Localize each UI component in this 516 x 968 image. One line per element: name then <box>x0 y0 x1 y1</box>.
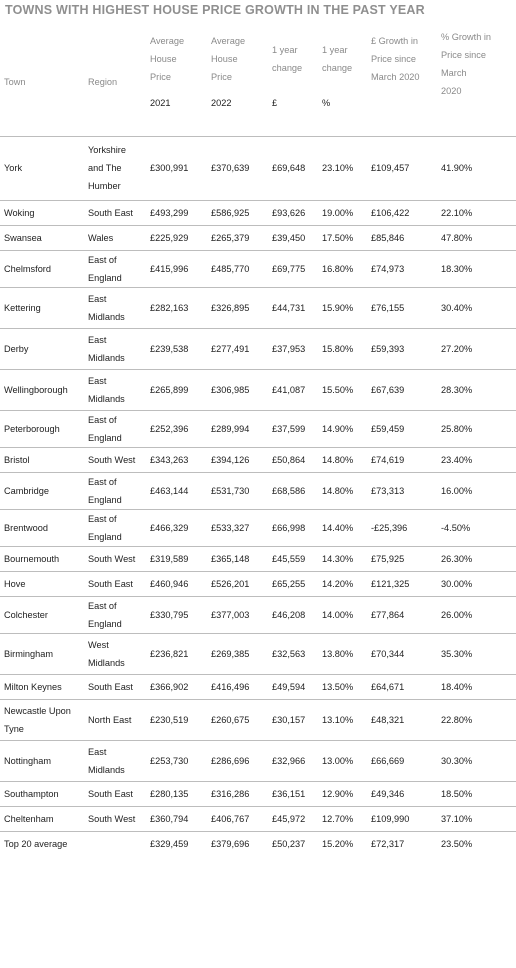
cell-change-gbp: £93,626 <box>268 200 318 225</box>
cell-region <box>84 136 146 200</box>
cell-growth-pct: 35.30% <box>437 633 516 674</box>
cell-region-line: East <box>88 746 107 757</box>
cell-region <box>84 699 146 740</box>
cell-price-2021: £280,135 <box>146 781 207 806</box>
cell-region <box>84 546 146 571</box>
cell-price-2022: £370,639 <box>207 136 268 200</box>
cell-growth-pct: 18.40% <box>437 674 516 699</box>
cell-town <box>0 250 84 287</box>
cell-region <box>84 447 146 472</box>
cell-region-line: South West <box>88 454 136 465</box>
cell-growth-pct: 23.40% <box>437 447 516 472</box>
cell-town-line: Southampton <box>4 788 59 799</box>
cell-town-line: Derby <box>4 343 29 354</box>
header-growth-gbp-line: March 2020 <box>371 72 420 82</box>
cell-region <box>84 328 146 369</box>
cell-region-line: Wales <box>88 232 114 243</box>
header-change-gbp-line: 1 year <box>272 45 298 55</box>
cell-change-gbp: £65,255 <box>268 571 318 596</box>
cell-price-2021: £253,730 <box>146 740 207 781</box>
cell-town-line: Wellingborough <box>4 384 68 395</box>
cell-town-line: Tyne <box>4 723 24 734</box>
cell-price-2021: £252,396 <box>146 410 207 447</box>
cell-change-gbp: £45,559 <box>268 546 318 571</box>
cell-growth-gbp: £59,459 <box>367 410 437 447</box>
cell-region-line: and The <box>88 163 122 173</box>
cell-price-2021: £239,538 <box>146 328 207 369</box>
cell-region <box>84 509 146 546</box>
header-change-pct-line: 1 year <box>322 45 348 55</box>
cell-region-line: East of <box>88 600 117 611</box>
cell-region-line: East <box>88 375 107 386</box>
cell-growth-pct: 37.10% <box>437 806 516 831</box>
cell-growth-pct: -4.50% <box>437 509 516 546</box>
cell-price-2022: £394,126 <box>207 447 268 472</box>
table-row <box>0 328 516 369</box>
cell-growth-gbp: £48,321 <box>367 699 437 740</box>
cell-change-pct: 14.00% <box>318 596 367 633</box>
table-row <box>0 740 516 781</box>
cell-town <box>0 136 84 200</box>
cell-region-line: England <box>88 531 122 542</box>
cell-growth-pct: 26.00% <box>437 596 516 633</box>
cell-region-line: England <box>88 618 122 629</box>
table-row <box>0 250 516 287</box>
cell-change-gbp: £46,208 <box>268 596 318 633</box>
cell-price-2022: £377,003 <box>207 596 268 633</box>
cell-price-2022: £269,385 <box>207 633 268 674</box>
cell-price-2021: £343,263 <box>146 447 207 472</box>
cell-growth-gbp: £67,639 <box>367 369 437 410</box>
cell-price-2022: £326,895 <box>207 287 268 328</box>
cell-price-2022: £533,327 <box>207 509 268 546</box>
cell-change-gbp: £69,775 <box>268 250 318 287</box>
cell-town <box>0 781 84 806</box>
cell-growth-pct: 25.80% <box>437 410 516 447</box>
cell-change-pct: 14.20% <box>318 571 367 596</box>
cell-change-pct: 13.10% <box>318 699 367 740</box>
cell-region <box>84 674 146 699</box>
cell-town <box>0 633 84 674</box>
header-avg-2021-line: Average <box>150 36 185 46</box>
cell-region-line: Midlands <box>88 393 125 404</box>
cell-town-line: Hove <box>4 578 26 589</box>
cell-town <box>0 699 84 740</box>
cell-region-line: Midlands <box>88 764 125 775</box>
cell-growth-gbp: £77,864 <box>367 596 437 633</box>
cell-region-line: Midlands <box>88 311 125 322</box>
cell-growth-pct: 26.30% <box>437 546 516 571</box>
cell-town-line: Woking <box>4 207 35 218</box>
header-row <box>0 28 516 136</box>
cell-price-2022: £586,925 <box>207 200 268 225</box>
cell-growth-gbp: £121,325 <box>367 571 437 596</box>
cell-town <box>0 287 84 328</box>
cell-price-2022: £485,770 <box>207 250 268 287</box>
cell-region <box>84 472 146 509</box>
cell-town-line: Cheltenham <box>4 813 54 824</box>
table-row <box>0 781 516 806</box>
cell-change-pct: 14.80% <box>318 472 367 509</box>
cell-region-line: South East <box>88 578 133 589</box>
cell-growth-pct: 28.30% <box>437 369 516 410</box>
table-row <box>0 596 516 633</box>
cell-total-change-gbp: £50,237 <box>272 838 306 849</box>
cell-price-2021: £463,144 <box>146 472 207 509</box>
header-change-pct-line: change <box>322 63 353 73</box>
cell-change-pct: 16.80% <box>318 250 367 287</box>
header-change-gbp-unit: £ <box>272 98 278 108</box>
header-change-gbp <box>268 28 318 136</box>
cell-growth-pct: 18.30% <box>437 250 516 287</box>
cell-growth-gbp: £49,346 <box>367 781 437 806</box>
cell-price-2022: £286,696 <box>207 740 268 781</box>
cell-total-price-2022: £379,696 <box>211 838 250 849</box>
cell-region-line: East of <box>88 513 117 524</box>
cell-price-2022: £416,496 <box>207 674 268 699</box>
cell-region-line: Yorkshire <box>88 145 126 155</box>
cell-change-pct: 14.30% <box>318 546 367 571</box>
cell-region-line: East <box>88 334 107 345</box>
cell-town <box>0 674 84 699</box>
table-row <box>0 472 516 509</box>
cell-growth-gbp: £59,393 <box>367 328 437 369</box>
cell-town <box>0 806 84 831</box>
header-avg-2021 <box>146 28 207 136</box>
cell-region <box>84 571 146 596</box>
cell-change-gbp: £49,594 <box>268 674 318 699</box>
cell-region <box>84 200 146 225</box>
cell-region-line: England <box>88 272 122 283</box>
header-avg-2022-line: Price <box>211 72 232 82</box>
cell-growth-gbp: £106,422 <box>367 200 437 225</box>
cell-price-2021: £366,902 <box>146 674 207 699</box>
cell-price-2022: £406,767 <box>207 806 268 831</box>
cell-total-growth-gbp: £72,317 <box>371 838 405 849</box>
cell-change-pct: 23.10% <box>318 136 367 200</box>
table-row <box>0 136 516 200</box>
cell-town-line: Milton Keynes <box>4 681 62 692</box>
cell-change-gbp: £37,599 <box>268 410 318 447</box>
cell-growth-gbp: £70,344 <box>367 633 437 674</box>
cell-town-line: Cambridge <box>4 485 49 496</box>
header-growth-pct-line: Price since <box>441 50 486 60</box>
cell-growth-gbp: £75,925 <box>367 546 437 571</box>
cell-price-2021: £360,794 <box>146 806 207 831</box>
page-title: TOWNS WITH HIGHEST HOUSE PRICE GROWTH IN THE PAST YEAR <box>5 3 425 17</box>
cell-growth-pct: 41.90% <box>437 136 516 200</box>
cell-town <box>0 546 84 571</box>
cell-town <box>0 596 84 633</box>
cell-town-line: Newcastle Upon <box>4 705 71 716</box>
cell-growth-gbp: £76,155 <box>367 287 437 328</box>
cell-region <box>84 633 146 674</box>
cell-town <box>0 509 84 546</box>
cell-price-2021: £225,929 <box>146 225 207 250</box>
cell-town-line: Swansea <box>4 232 42 243</box>
table-row <box>0 674 516 699</box>
cell-region-line: Midlands <box>88 657 125 668</box>
cell-growth-gbp: £73,313 <box>367 472 437 509</box>
header-avg-2021-line: Price <box>150 72 171 82</box>
cell-total-growth-pct: 23.50% <box>441 838 473 849</box>
table-row <box>0 410 516 447</box>
cell-town-line: York <box>4 163 23 173</box>
cell-growth-gbp: £74,973 <box>367 250 437 287</box>
cell-region-line: South West <box>88 813 136 824</box>
header-growth-pct <box>437 28 516 136</box>
cell-region-line: England <box>88 432 122 443</box>
cell-growth-pct: 16.00% <box>437 472 516 509</box>
cell-town <box>0 740 84 781</box>
header-avg-2021-unit: 2021 <box>150 98 171 108</box>
header-avg-2022-line: House <box>211 54 238 64</box>
cell-growth-gbp: £66,669 <box>367 740 437 781</box>
cell-price-2022: £526,201 <box>207 571 268 596</box>
cell-price-2022: £531,730 <box>207 472 268 509</box>
cell-change-gbp: £41,087 <box>268 369 318 410</box>
header-growth-pct-line: March <box>441 68 467 78</box>
header-growth-pct-line: 2020 <box>441 86 462 96</box>
header-change-pct-unit: % <box>322 98 331 108</box>
table-row <box>0 509 516 546</box>
cell-region <box>84 740 146 781</box>
cell-total-label: Top 20 average <box>4 838 68 849</box>
header-avg-2022-unit: 2022 <box>211 98 232 108</box>
cell-change-gbp: £39,450 <box>268 225 318 250</box>
cell-region <box>84 250 146 287</box>
cell-change-pct: 15.50% <box>318 369 367 410</box>
cell-growth-gbp: £85,846 <box>367 225 437 250</box>
cell-change-pct: 15.80% <box>318 328 367 369</box>
cell-price-2021: £466,329 <box>146 509 207 546</box>
cell-change-pct: 13.00% <box>318 740 367 781</box>
cell-town-line: Kettering <box>4 302 41 313</box>
header-town: Town <box>4 76 26 87</box>
cell-town <box>0 225 84 250</box>
cell-growth-pct: 47.80% <box>437 225 516 250</box>
table-row <box>0 369 516 410</box>
cell-region-line: Midlands <box>88 352 125 363</box>
cell-total-change-pct: 15.20% <box>322 838 354 849</box>
cell-change-pct: 14.90% <box>318 410 367 447</box>
cell-change-pct: 15.90% <box>318 287 367 328</box>
cell-price-2021: £236,821 <box>146 633 207 674</box>
cell-total-price-2021: £329,459 <box>150 838 189 849</box>
cell-region <box>84 287 146 328</box>
cell-region-line: South East <box>88 681 133 692</box>
cell-price-2021: £230,519 <box>146 699 207 740</box>
cell-price-2021: £319,589 <box>146 546 207 571</box>
cell-region-line: South East <box>88 207 133 218</box>
header-avg-2021-line: House <box>150 54 177 64</box>
cell-town <box>0 410 84 447</box>
cell-change-pct: 14.40% <box>318 509 367 546</box>
header-change-gbp-line: change <box>272 63 303 73</box>
cell-price-2021: £265,899 <box>146 369 207 410</box>
cell-change-pct: 12.70% <box>318 806 367 831</box>
cell-change-pct: 19.00% <box>318 200 367 225</box>
cell-price-2022: £265,379 <box>207 225 268 250</box>
cell-growth-pct: 22.10% <box>437 200 516 225</box>
cell-region <box>84 806 146 831</box>
cell-change-gbp: £32,966 <box>268 740 318 781</box>
cell-town-line: Chelmsford <box>4 263 51 274</box>
table-row <box>0 571 516 596</box>
cell-change-gbp: £50,864 <box>268 447 318 472</box>
cell-change-gbp: £32,563 <box>268 633 318 674</box>
cell-region-line: East of <box>88 414 117 425</box>
cell-price-2021: £460,946 <box>146 571 207 596</box>
table-row <box>0 200 516 225</box>
cell-region-line: South East <box>88 788 133 799</box>
table-row <box>0 699 516 740</box>
cell-change-gbp: £66,998 <box>268 509 318 546</box>
cell-region-line: Humber <box>88 181 121 191</box>
cell-region-line: West <box>88 639 109 650</box>
cell-growth-pct: 22.80% <box>437 699 516 740</box>
cell-change-gbp: £69,648 <box>268 136 318 200</box>
cell-region <box>84 596 146 633</box>
cell-growth-pct: 30.00% <box>437 571 516 596</box>
header-change-pct <box>318 28 367 136</box>
table-row <box>0 546 516 571</box>
cell-change-pct: 12.90% <box>318 781 367 806</box>
cell-price-2022: £365,148 <box>207 546 268 571</box>
cell-growth-pct: 18.50% <box>437 781 516 806</box>
cell-change-gbp: £30,157 <box>268 699 318 740</box>
cell-change-gbp: £68,586 <box>268 472 318 509</box>
cell-town-line: Birmingham <box>4 648 54 659</box>
cell-change-pct: 17.50% <box>318 225 367 250</box>
cell-price-2022: £316,286 <box>207 781 268 806</box>
cell-price-2022: £306,985 <box>207 369 268 410</box>
header-avg-2022 <box>207 28 268 136</box>
cell-change-pct: 13.50% <box>318 674 367 699</box>
cell-change-gbp: £44,731 <box>268 287 318 328</box>
cell-price-2021: £300,991 <box>146 136 207 200</box>
cell-town <box>0 328 84 369</box>
table-row <box>0 225 516 250</box>
cell-price-2022: £289,994 <box>207 410 268 447</box>
cell-growth-gbp: £109,457 <box>367 136 437 200</box>
cell-growth-pct: 30.40% <box>437 287 516 328</box>
table-row <box>0 806 516 831</box>
table-row <box>0 287 516 328</box>
cell-region <box>84 369 146 410</box>
cell-town <box>0 369 84 410</box>
cell-town-line: Bournemouth <box>4 553 60 564</box>
total-row <box>0 831 516 856</box>
cell-town-line: Colchester <box>4 609 48 620</box>
cell-town-line: Brentwood <box>4 522 48 533</box>
cell-change-gbp: £36,151 <box>268 781 318 806</box>
cell-growth-gbp: £64,671 <box>367 674 437 699</box>
cell-price-2021: £493,299 <box>146 200 207 225</box>
table-row <box>0 633 516 674</box>
cell-region <box>84 410 146 447</box>
cell-growth-pct: 30.30% <box>437 740 516 781</box>
cell-change-gbp: £45,972 <box>268 806 318 831</box>
cell-region <box>84 781 146 806</box>
cell-growth-gbp: -£25,396 <box>367 509 437 546</box>
cell-region-line: England <box>88 494 122 505</box>
cell-price-2021: £415,996 <box>146 250 207 287</box>
cell-town-line: Peterborough <box>4 423 60 434</box>
header-growth-pct-line: % Growth in <box>441 32 492 42</box>
cell-town <box>0 472 84 509</box>
cell-price-2022: £260,675 <box>207 699 268 740</box>
header-avg-2022-line: Average <box>211 36 246 46</box>
cell-change-pct: 14.80% <box>318 447 367 472</box>
cell-region-line: East <box>88 293 107 304</box>
house-price-table <box>0 28 516 856</box>
header-growth-gbp-line: Price since <box>371 54 416 64</box>
cell-price-2021: £330,795 <box>146 596 207 633</box>
header-region: Region <box>88 76 118 87</box>
cell-town-line: Bristol <box>4 454 30 465</box>
cell-region <box>84 225 146 250</box>
cell-change-gbp: £37,953 <box>268 328 318 369</box>
table-row <box>0 447 516 472</box>
cell-growth-gbp: £74,619 <box>367 447 437 472</box>
cell-growth-pct: 27.20% <box>437 328 516 369</box>
cell-price-2021: £282,163 <box>146 287 207 328</box>
cell-region-line: East of <box>88 476 117 487</box>
cell-price-2022: £277,491 <box>207 328 268 369</box>
cell-region-line: East of <box>88 254 117 265</box>
cell-town <box>0 571 84 596</box>
cell-change-pct: 13.80% <box>318 633 367 674</box>
header-growth-gbp <box>367 28 437 136</box>
cell-town-line: Nottingham <box>4 755 51 766</box>
cell-town <box>0 447 84 472</box>
cell-region-line: South West <box>88 553 136 564</box>
header-growth-gbp-line: £ Growth in <box>371 36 418 46</box>
cell-region-line: North East <box>88 714 132 725</box>
cell-growth-gbp: £109,990 <box>367 806 437 831</box>
cell-town <box>0 200 84 225</box>
